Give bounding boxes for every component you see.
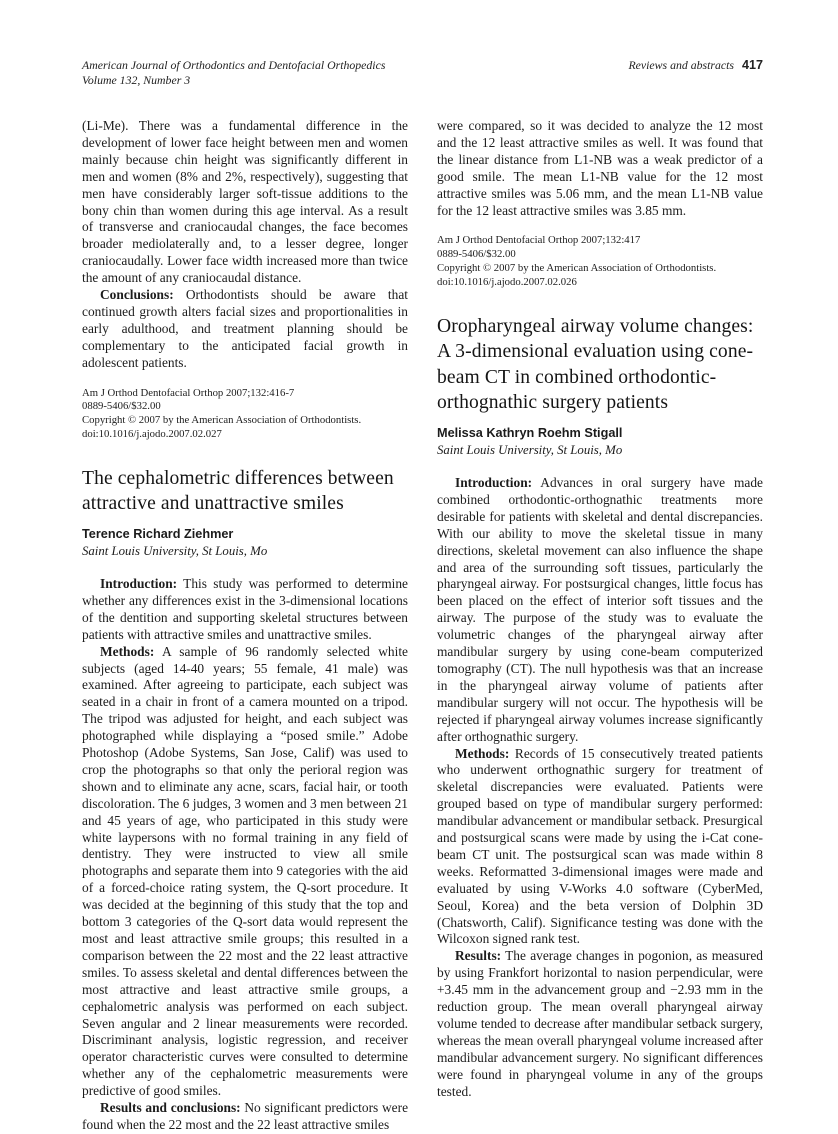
citation-doi: doi:10.1016/j.ajodo.2007.02.026: [437, 275, 577, 288]
introduction-paragraph: [82, 576, 408, 644]
continuation-paragraph: (Li-Me). There was a fundamental difference in the development of lower face height between men and women mainly because chin height was significantly different in men and women (8% and 2%, respectively), suggesting that men have considerably larger soft-tissue additions to the bony chin than women during this age interval. As a result of transverse and craniocaudal changes, the face becomes broader mediolaterally and, to a lesser degree, longer craniocaudally. Lower face width increased more than twice the amount of any craniocaudal distance.: [82, 118, 408, 286]
citation-block: [437, 234, 763, 289]
two-column-body: [82, 118, 763, 1134]
page-number: 417: [741, 58, 763, 72]
methods-label: Methods:: [455, 745, 510, 761]
methods-text: Records of 15 consecutively treated patients who underwent orthognathic surgery for treatment of skeletal discrepancies were evaluated. Patients were grouped based on type of mandibular surgery performed: mandibular advancement or mandibular setback. Presurgical and postsurgical scans were made by using the i-Cat cone-beam CT unit. The postsurgical scan was made within 8 weeks. Reformatted 3-dimensional images were made and evaluated by using V-Works 4.0 software (CyberMed, Seoul, Korea) and the beta version of Dolphin 3D (Chatsworth, Calif). Significance testing was done with the Wilcoxon signed rank test.: [437, 745, 763, 947]
introduction-paragraph: [437, 475, 763, 746]
introduction-text: This study was performed to determine whether any differences exist in the 3-dimensional locations of the dentition and supporting skeletal structures between patients with attractive smiles and unattractive smiles.: [82, 575, 408, 642]
citation-copyright: Copyright © 2007 by the American Association of Orthodontists.: [82, 414, 362, 427]
citation-doi: doi:10.1016/j.ajodo.2007.02.027: [82, 427, 222, 440]
methods-paragraph: [82, 644, 408, 1100]
results-text: No significant predictors were found when the 22 most and the 22 least attractive smiles: [82, 1100, 409, 1132]
article-title: The cephalometric differences between attractive and unattractive smiles: [82, 467, 394, 515]
left-column: [82, 118, 408, 1134]
results-label: Results:: [455, 948, 502, 964]
author-name: Terence Richard Ziehmer: [82, 526, 234, 541]
citation-issn: 0889-5406/$32.00: [82, 400, 161, 413]
article-title: Oropharyngeal airway volume changes: A 3-dimensional evaluation using cone-beam CT in combined orthodontic-orthognathic surgery patients: [437, 315, 754, 414]
citation-reference: Am J Orthod Dentofacial Orthop 2007;132:417: [437, 234, 641, 247]
section-title: Reviews and abstracts: [628, 58, 734, 72]
methods-paragraph: [437, 746, 763, 949]
citation-reference: Am J Orthod Dentofacial Orthop 2007;132:416-7: [82, 386, 295, 399]
introduction-label: Introduction:: [455, 475, 533, 490]
introduction-label: Introduction:: [100, 575, 178, 591]
results-paragraph: [82, 1100, 408, 1134]
citation-copyright: Copyright © 2007 by the American Association of Orthodontists.: [437, 262, 717, 275]
citation-block: [82, 387, 408, 442]
citation-issn: 0889-5406/$32.00: [437, 248, 516, 261]
conclusions-paragraph: [82, 287, 408, 372]
results-paragraph: [437, 948, 763, 1100]
methods-text: A sample of 96 randomly selected white subjects (aged 14-40 years; 55 female, 41 male) was examined. After agreeing to participate, each subject was seated in a chair in front of a camera mounted on a tripod. The tripod was adjusted for height, and each subject was photographed while displaying a “posed smile.” Adobe Photoshop (Adobe Systems, San Jose, Calif) was used to crop the photographs so that only the perioral region was shown and to eliminate any acne, scars, facial hair, or tooth discoloration. The 6 judges, 3 women and 3 men between 21 and 45 years of age, who participated in this study were white laypersons with no formal training in any field of dentistry. They were instructed to view all smile photographs and separate them into 9 categories with the aid of a forced-choice rating system, the Q-sort procedure. It was decided at the beginning of this study that the top and bottom 3 categories of the Q-sort data would represent the most and least attractive smile groups; this resulted in a comparison between the 22 most and the 22 least attractive smiles. To assess skeletal and dental differences between the most attractive and least attractive smile groups, a cephalometric analysis was performed on each subject. Seven angular and 2 linear measurements were recorded. Discriminant analysis, logistic regression, and receiver operator characteristic curves were consulted to determine whether any of the cephalometric measurements were predictive of good smiles.: [82, 643, 408, 1099]
conclusions-text: Orthodontists should be aware that continued growth alters facial sizes and proportionalities in early adulthood, and treatment planning should be complementary to the anticipated facial growth in adolescent patients.: [82, 287, 408, 370]
methods-label: Methods:: [100, 643, 155, 659]
results-label: Results and conclusions:: [100, 1100, 241, 1116]
running-header: [82, 58, 763, 88]
conclusions-label: Conclusions:: [100, 287, 174, 303]
journal-name-block: [82, 58, 385, 88]
continuation-paragraph: were compared, so it was decided to analyze the 12 most and the 12 least attractive smiles as well. It was found that the linear distance from L1-NB was a weak predictor of a good smile. The mean L1-NB value for the 12 most attractive smiles was 5.06 mm, and the mean L1-NB value for the 12 least attractive smiles was 3.85 mm.: [437, 118, 763, 218]
results-text: The average changes in pogonion, as measured by using Frankfort horizontal to nasion perpendicular, were +3.45 mm in the advancement group and −2.93 mm in the reduction group. The mean overall pharyngeal airway volume tended to decrease after mandibular setback surgery, whereas the mean overall pharyngeal volume increased after mandibular advancement surgery. No significant differences were found in pharyngeal volume in any of the groups tested.: [437, 948, 763, 1099]
journal-name: American Journal of Orthodontics and Dentofacial Orthopedics: [82, 58, 386, 72]
author-affiliation: Saint Louis University, St Louis, Mo: [82, 543, 268, 558]
introduction-text: Advances in oral surgery have made combined orthodontic-orthognathic treatments more desirable for patients with skeletal and dental discrepancies. With our ability to move the skeletal tissue in many directions, skeletal movement can also influence the shape and area of the surrounding soft tissues, particularly the pharyngeal airway. For postsurgical changes, little focus has been placed on the effect of interior soft tissues and the airway. The purpose of the study was to evaluate the volumetric changes of the pharyngeal airway after mandibular surgery by using cone-beam computerized tomography (CT). The null hypothesis was that an increase in the pharyngeal airway volume of patients after mandibular surgery will not occur. The hypothesis will be rejected if pharyngeal airway volumes increase significantly after orthognathic surgery.: [437, 475, 763, 744]
journal-volume: Volume 132, Number 3: [82, 73, 191, 87]
right-column: [437, 118, 763, 1134]
author-name: Melissa Kathryn Roehm Stigall: [437, 426, 623, 440]
section-header: [628, 58, 763, 73]
author-affiliation: Saint Louis University, St Louis, Mo: [437, 443, 623, 457]
